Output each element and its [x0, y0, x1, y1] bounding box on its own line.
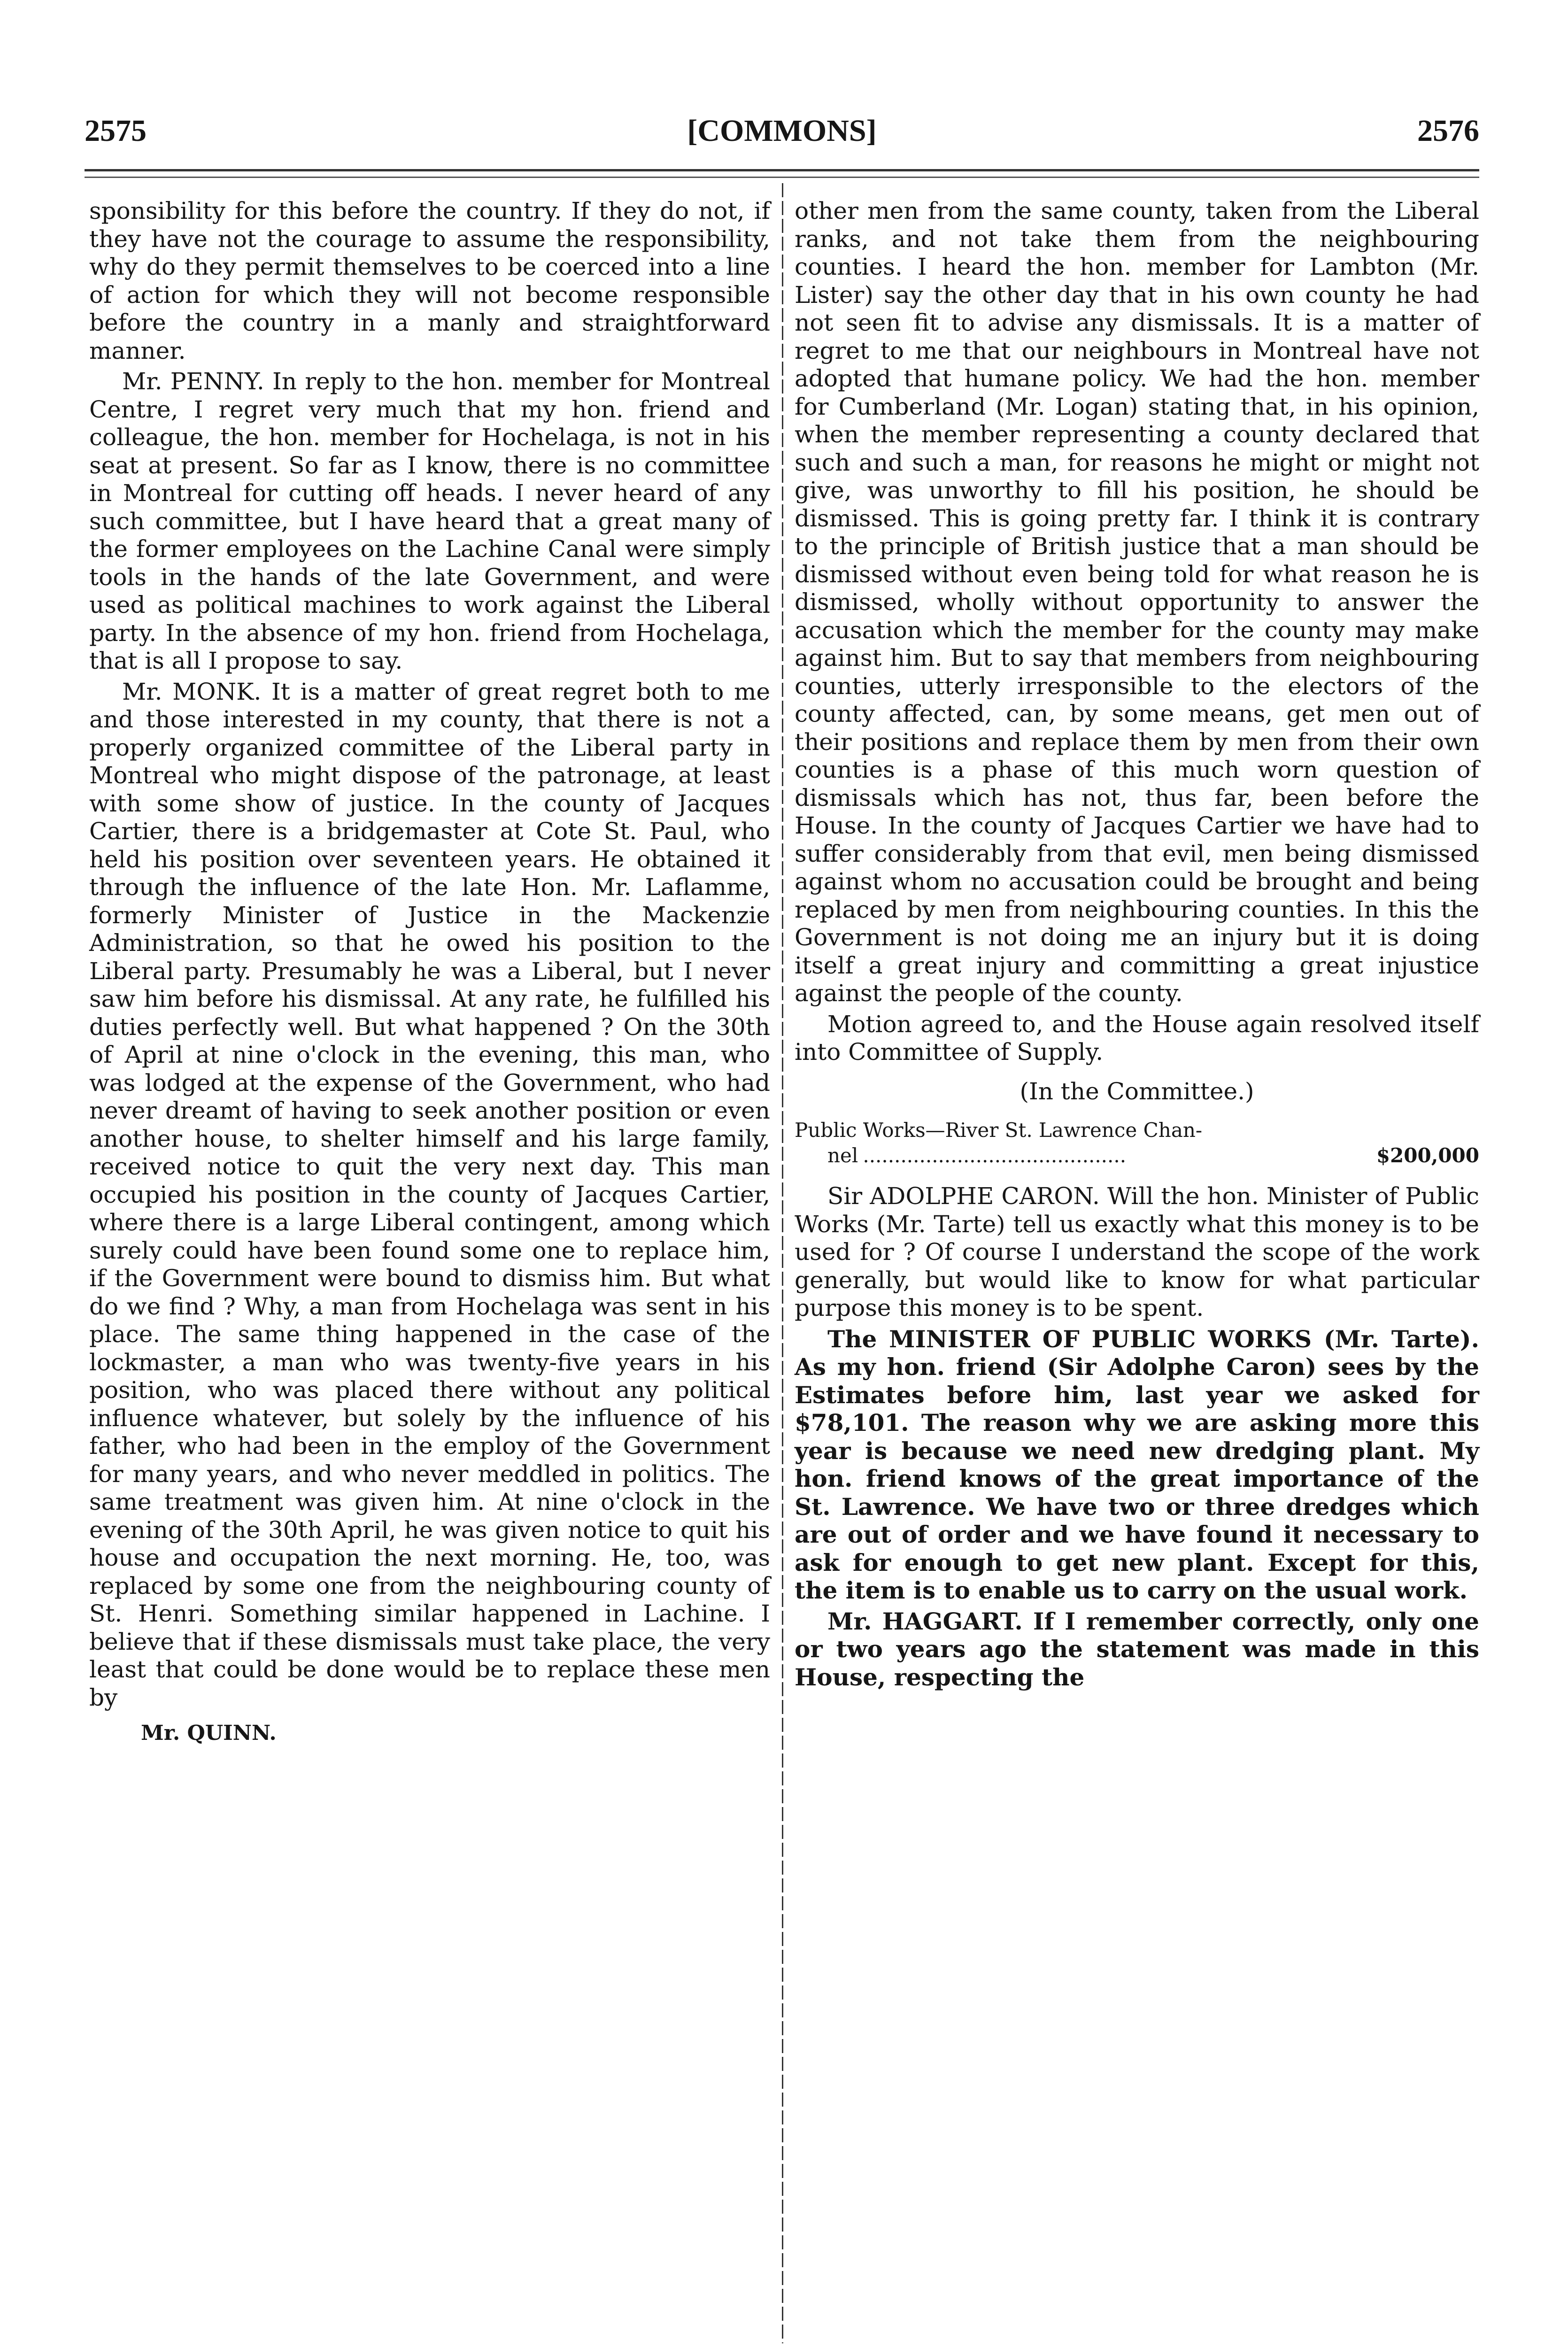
- leader-dots: ..........................................: [863, 1144, 1127, 1167]
- paragraph-caron: Sir ADOLPHE CARON. Will the hon. Minister of Public Works (Mr. Tarte) tell us exactly what this money is to be used for ? Of course I understand the scope of the work generally, but would like to know for what particular purpose this money is to be spent.: [795, 1182, 1479, 1321]
- paragraph-continuation-right: other men from the same county, taken from the Liberal ranks, and not take them from the neighbouring counties. I heard the hon. member for Lambton (Mr. Lister) say the other day that in his own county he had not seen fit to advise any dismissals. It is a matter of regret to me that our neighbours in Montreal have not adopted that humane policy. We had the hon. member for Cumberland (Mr. Logan) stating that, in his opinion, when the member representing a county declared that such and such a man, for reasons he might or might not give, was unworthy to fill his position, he should be dismissed. This is going pretty far. I think it is contrary to the principle of British justice that a man should be dismissed without even being told for what reason he is dismissed, wholly without opportunity to answer the accusation which the member for the county may make against him. But to say that members from neighbouring counties, utterly irresponsible to the electors of the county affected, can, by some means, get men out of their positions and replace them by men from their own counties is a phase of this much worn question of dismissals which has not, thus far, been before the House. In the county of Jacques Cartier we have had to suffer considerably from that evil, men being dismissed against whom no accusation could be brought and being replaced by men from neighbouring counties. In this the Government is not doing me an injury but it is doing itself a great injury and committing a great injustice against the people of the county.: [795, 197, 1479, 1007]
- running-title: [COMMONS]: [687, 114, 877, 148]
- paragraph-haggart: Mr. HAGGART. If I remember correctly, only one or two years ago the statement was made in this House, respecting the: [795, 1607, 1479, 1691]
- estimate-item: [795, 1118, 1479, 1168]
- estimate-amount: $200,000: [1376, 1144, 1479, 1167]
- committee-heading: (In the Committee.): [1020, 1077, 1254, 1105]
- column-divider: [782, 183, 783, 2343]
- paragraph-minister: The MINISTER OF PUBLIC WORKS (Mr. Tarte). As my hon. friend (Sir Adolphe Caron) sees by the Estimates before him, last year we asked for $78,101. The reason why we are asking more this year is because we need new dredging plant. My hon. friend knows of the great importance of the St. Lawrence. We have two or three dredges which are out of order and we have found it necessary to ask for enough to get new plant. Except for this, the item is to enable us to carry on the usual work.: [795, 1325, 1479, 1604]
- paragraph-continuation: sponsibility for this before the country. If they do not, if they have not the courage to assume the responsibility, why do they permit themselves to be coerced into a line of action for which they will not become responsible before the country in a manly and straightforward manner.: [89, 197, 770, 364]
- header-rule: [85, 169, 1479, 171]
- page-number-left: 2575: [85, 114, 147, 148]
- right-column: [795, 197, 1479, 1694]
- estimate-item-title-cont: nel: [827, 1144, 858, 1167]
- header-rule-thin: [85, 177, 1479, 178]
- catchword: Mr. QUINN.: [141, 1721, 277, 1745]
- left-column: [89, 197, 770, 1750]
- page-number-right: 2576: [1417, 114, 1479, 148]
- paragraph-monk: Mr. MONK. It is a matter of great regret both to me and those interested in my county, that there is not a properly organized committee of the Liberal party in Montreal who might dispose of the patronage, at least with some show of justice. In the county of Jacques Cartier, there is a bridgemaster at Cote St. Paul, who held his position over seventeen years. He obtained it through the influence of the late Hon. Mr. Laflamme, formerly Minister of Justice in the Mackenzie Administration, so that he owed his position to the Liberal party. Presumably he was a Liberal, but I never saw him before his dismissal. At any rate, he fulfilled his duties perfectly well. But what happened ? On the 30th of April at nine o'clock in the evening, this man, who was lodged at the expense of the Government, who had never dreamt of having to seek another position or even another house, to shelter himself and his large family, received notice to quit the very next day. This man occupied his position in the county of Jacques Cartier, where there is a large Liberal contingent, among which surely could have been found some one to replace him, if the Government were bound to dismiss him. But what do we find ? Why, a man from Hochelaga was sent in his place. The same thing happened in the case of the lockmaster, a man who was twenty-five years in his position, who was placed there without any political influence whatever, but solely by the influence of his father, who had been in the employ of the Government for many years, and who never meddled in politics. The same treatment was given him. At nine o'clock in the evening of the 30th April, he was given notice to quit his house and occupation the next morning. He, too, was replaced by some one from the neighbouring county of St. Henri. Something similar happened in Lachine. I believe that if these dismissals must take place, the very least that could be done would be to replace these men by: [89, 678, 770, 1711]
- estimate-item-title: Public Works—River St. Lawrence Chan-: [795, 1119, 1203, 1142]
- estimate-item-row: [795, 1143, 1479, 1168]
- paragraph-motion: Motion agreed to, and the House again resolved itself into Committee of Supply.: [795, 1010, 1479, 1066]
- paragraph-penny: Mr. PENNY. In reply to the hon. member for Montreal Centre, I regret very much that my hon. friend and colleague, the hon. member for Hochelaga, is not in his seat at present. So far as I know, there is no committee in Montreal for cutting off heads. I never heard of any such committee, but I have heard that a great many of the former employees on the Lachine Canal were simply tools in the hands of the late Government, and were used as political machines to work against the Liberal party. In the absence of my hon. friend from Hochelaga, that is all I propose to say.: [89, 368, 770, 674]
- page-header: [85, 106, 1479, 157]
